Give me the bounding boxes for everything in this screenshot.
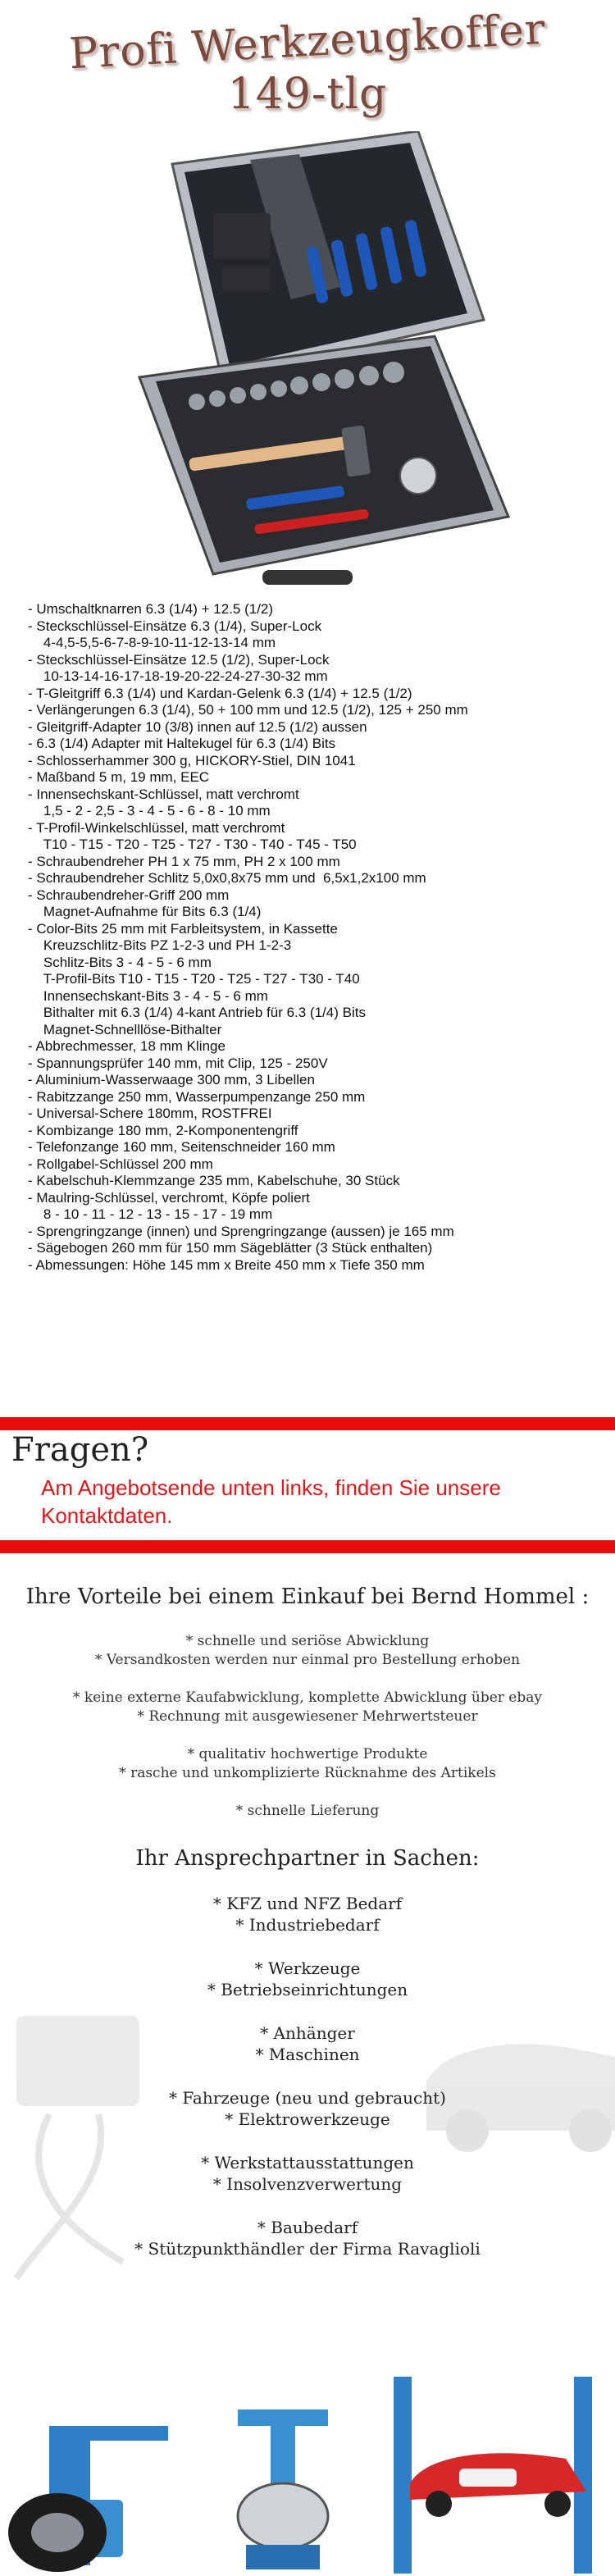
list-item: * Betriebseinrichtungen: [207, 1980, 408, 1999]
list-item: 10-13-14-16-17-18-19-20-22-24-27-30-32 mm: [28, 668, 328, 684]
list-item: - Abbrechmesser, 18 mm Klinge: [28, 1038, 226, 1054]
list-item: Innensechskant-Bits 3 - 4 - 5 - 6 mm: [28, 987, 268, 1004]
list-item: * Insolvenzverwertung: [212, 2174, 403, 2194]
list-item: 1,5 - 2 - 2,5 - 3 - 4 - 5 - 6 - 8 - 10 mm: [28, 803, 271, 818]
advantages-heading: Ihre Vorteile bei einem Einkauf bei Bernd Hommel :: [25, 1584, 590, 1609]
list-item: - Kombizange 180 mm, 2-Komponentengriff: [28, 1122, 298, 1138]
list-item: * Rechnung mit ausgewiesener Mehrwertsteuer: [137, 1708, 478, 1725]
list-item: - Sprengringzange (innen) und Sprengringzange (aussen) je 165 mm: [28, 1223, 454, 1239]
list-item: * Maschinen: [255, 2045, 360, 2064]
list-item: - Rollgabel-Schlüssel 200 mm: [28, 1156, 213, 1172]
advantages-section: [0, 1557, 615, 2576]
list-item: - Abmessungen: Höhe 145 mm x Breite 450 mm x Tiefe 350 mm: [28, 1256, 425, 1273]
list-item: Kreuzschlitz-Bits PZ 1-2-3 und PH 1-2-3: [28, 937, 292, 953]
title-line-2: 149-tlg: [227, 70, 388, 119]
contact-heading: Ihr Ansprechpartner in Sachen:: [135, 1846, 480, 1871]
list-item: - Aluminium-Wasserwaage 300 mm, 3 Libellen: [28, 1072, 315, 1087]
list-item: * qualitativ hochwertige Produkte: [187, 1746, 428, 1762]
list-item: 8 - 10 - 11 - 12 - 13 - 15 - 17 - 19 mm: [28, 1206, 273, 1222]
list-item: * Elektrowerkzeuge: [225, 2109, 390, 2129]
list-item: - Maßband 5 m, 19 mm, EEC: [28, 769, 210, 785]
list-item: - Kabelschuh-Klemmzange 235 mm, Kabelschuhe, 30 Stück: [28, 1173, 400, 1188]
list-item: T-Profil-Bits T10 - T15 - T20 - T25 - T27 - T30 - T40: [28, 971, 360, 987]
list-item: * Versandkosten werden nur einmal pro Bestellung erhoben: [94, 1652, 521, 1668]
list-item: - Umschaltknarren 6.3 (1/4) + 12.5 (1/2): [28, 601, 274, 617]
list-item: - Rabitzzange 250 mm, Wasserpumpenzange 250 mm: [28, 1088, 366, 1105]
list-item: - Schraubendreher-Griff 200 mm: [28, 887, 230, 903]
list-item: - Steckschlüssel-Einsätze 6.3 (1/4), Super-Lock: [28, 618, 322, 634]
red-divider-bottom: [0, 1540, 615, 1553]
list-item: - Schraubendreher PH 1 x 75 mm, PH 2 x 100 mm: [28, 853, 340, 869]
list-item: Magnet-Schnelllöse-Bithalter: [28, 1021, 222, 1037]
list-item: - Telefonzange 160 mm, Seitenschneider 160 mm: [28, 1139, 335, 1155]
list-item: T10 - T15 - T20 - T25 - T27 - T30 - T40 - T45 - T50: [28, 837, 357, 852]
red-divider-top: [0, 1417, 615, 1430]
list-item: 4-4,5-5,5-6-7-8-9-10-11-12-13-14 mm: [28, 635, 276, 650]
list-item: * schnelle und seriöse Abwicklung: [185, 1633, 430, 1649]
toolbox-image: [123, 131, 517, 590]
list-item: * rasche und unkomplizierte Rücknahme des Artikels: [119, 1765, 496, 1781]
list-item: - Color-Bits 25 mm mit Farbleitsystem, in Kassette: [28, 920, 338, 937]
list-item: * schnelle Lieferung: [235, 1803, 380, 1819]
page-title: [0, 4, 615, 120]
list-item: * keine externe Kaufabwicklung, komplette Abwicklung über ebay: [73, 1689, 542, 1706]
list-item: Magnet-Aufnahme für Bits 6.3 (1/4): [28, 904, 262, 919]
list-item: - Steckschlüssel-Einsätze 12.5 (1/2), Super-Lock: [28, 651, 330, 668]
list-item: * Industriebedarf: [235, 1915, 380, 1935]
list-item: * Werkzeuge: [254, 1958, 361, 1978]
fragen-heading: Fragen?: [11, 1431, 149, 1469]
list-item: - Schraubendreher Schlitz 5,0x0,8x75 mm und 6,5x1,2x100 mm: [28, 870, 426, 886]
item-list: [28, 601, 602, 1274]
contact-areas-list: [0, 1893, 615, 2282]
list-item: * Anhänger: [260, 2023, 355, 2043]
list-item: - T-Gleitgriff 6.3 (1/4) und Kardan-Gelenk 6.3 (1/4) + 12.5 (1/2): [28, 685, 412, 701]
list-item: - Maulring-Schlüssel, verchromt, Köpfe poliert: [28, 1189, 310, 1206]
list-item: - T-Profil-Winkelschlüssel, matt verchromt: [28, 819, 285, 836]
list-item: - Verlängerungen 6.3 (1/4), 50 + 100 mm und 12.5 (1/2), 125 + 250 mm: [28, 702, 468, 718]
list-item: - Schlosserhammer 300 g, HICKORY-Stiel, DIN 1041: [28, 752, 356, 768]
title-line-1: Profi Werkzeugkoffer: [67, 4, 548, 80]
advantages-list: [0, 1632, 615, 1821]
list-item: * Stützpunkthändler der Firma Ravaglioli: [134, 2239, 481, 2259]
list-item: * Fahrzeuge (neu und gebraucht): [169, 2088, 446, 2108]
list-item: * KFZ und NFZ Bedarf: [212, 1894, 403, 1913]
list-item: - 6.3 (1/4) Adapter mit Haltekugel für 6.3 (1/4) Bits: [28, 736, 336, 751]
list-item: - Sägebogen 260 mm für 150 mm Sägeblätter (3 Stück enthalten): [28, 1240, 433, 1256]
list-item: - Gleitgriff-Adapter 10 (3/8) innen auf 12.5 (1/2) aussen: [28, 718, 367, 735]
list-item: Schlitz-Bits 3 - 4 - 5 - 6 mm: [28, 954, 212, 970]
list-item: Bithalter mit 6.3 (1/4) 4-kant Antrieb für 6.3 (1/4) Bits: [28, 1005, 366, 1020]
fragen-text: Am Angebotsende unten links, finden Sie unsere Kontaktdaten.: [41, 1475, 501, 1528]
list-item: - Universal-Schere 180mm, ROSTFREI: [28, 1106, 272, 1121]
list-item: * Werkstattausstattungen: [201, 2153, 414, 2173]
list-item: * Baubedarf: [257, 2218, 358, 2237]
list-item: - Innensechskant-Schlüssel, matt verchromt: [28, 786, 299, 802]
list-item: - Spannungsprüfer 140 mm, mit Clip, 125 - 250V: [28, 1055, 328, 1071]
